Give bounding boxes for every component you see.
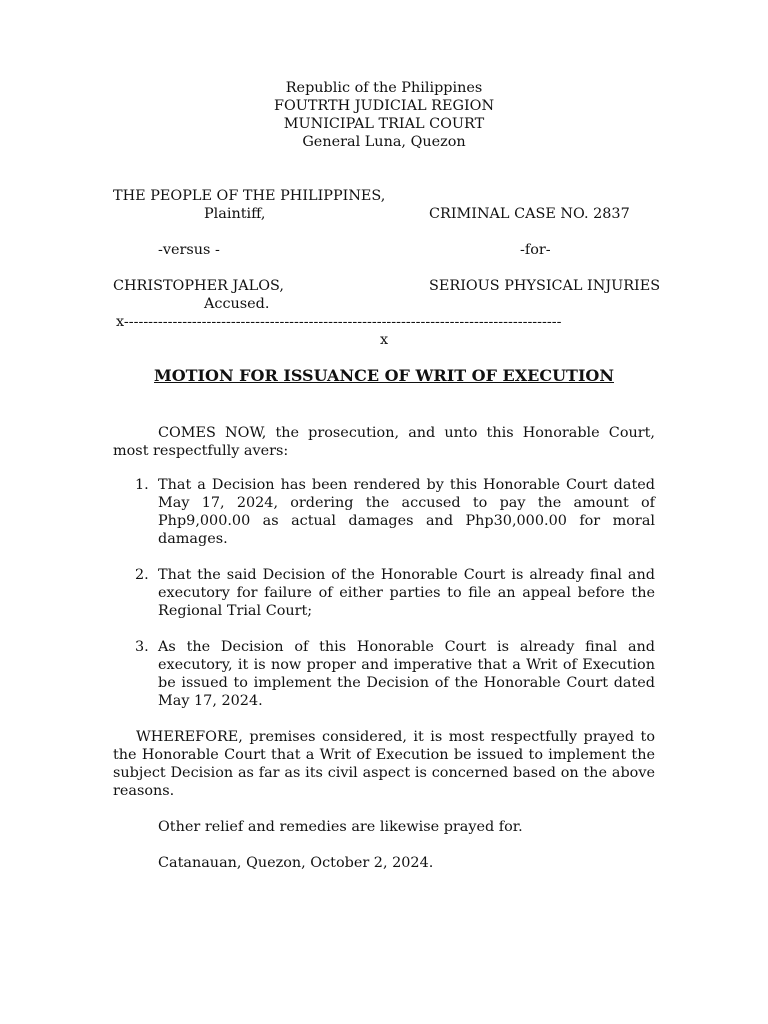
- case-number: CRIMINAL CASE NO. 2837: [429, 206, 630, 222]
- header-court-name: MUNICIPAL TRIAL COURT: [283, 116, 485, 132]
- wherefore-paragraph: WHEREFORE, premises considered, it is most respectfully prayed to the Honorable Court that a Writ of Execution be issued to implement the subject Decision as far as its civil aspect is concerned based on the above reasons.: [113, 729, 655, 799]
- place-date: Catanauan, Quezon, October 2, 2024.: [158, 855, 434, 871]
- caption-rule-line: x------------------------------------------------------------------------------------------: [116, 314, 562, 330]
- header-republic: Republic of the Philippines: [285, 80, 483, 96]
- list-item-text: That the said Decision of the Honorable Court is already final and executory for failure of either parties to file an appeal before the Regional Trial Court;: [158, 567, 655, 619]
- offense: SERIOUS PHYSICAL INJURIES: [429, 278, 661, 294]
- intro-paragraph: COMES NOW, the prosecution, and unto this Honorable Court, most respectfully avers:: [113, 425, 655, 459]
- list-item-text: That a Decision has been rendered by this Honorable Court dated May 17, 2024, ordering the accused to pay the amount of Php9,000.00 as actual damages and Php30,000.00 for moral damages.: [158, 477, 655, 547]
- plaintiff-role: Plaintiff,: [204, 206, 266, 222]
- accused-role: Accused.: [204, 296, 270, 312]
- for-label: -for-: [520, 242, 551, 258]
- header-location: General Luna, Quezon: [302, 134, 466, 150]
- caption-rule-end: x: [379, 332, 389, 348]
- header-judicial-region: FOUTRTH JUDICIAL REGION: [273, 98, 495, 114]
- versus-label: -versus -: [158, 242, 220, 258]
- list-item-number: 3.: [135, 639, 149, 655]
- other-relief-paragraph: Other relief and remedies are likewise prayed for.: [158, 819, 523, 835]
- list-item-number: 1.: [135, 477, 149, 493]
- list-item-number: 2.: [135, 567, 149, 583]
- document-title: MOTION FOR ISSUANCE OF WRIT OF EXECUTION: [154, 366, 614, 385]
- accused-name: CHRISTOPHER JALOS,: [113, 278, 284, 294]
- plaintiff-name: THE PEOPLE OF THE PHILIPPINES,: [113, 188, 386, 204]
- list-item-text: As the Decision of this Honorable Court is already final and executory, it is now proper and imperative that a Writ of Execution be issued to implement the Decision of the Honorable Court dated May 17, 2024.: [158, 639, 655, 709]
